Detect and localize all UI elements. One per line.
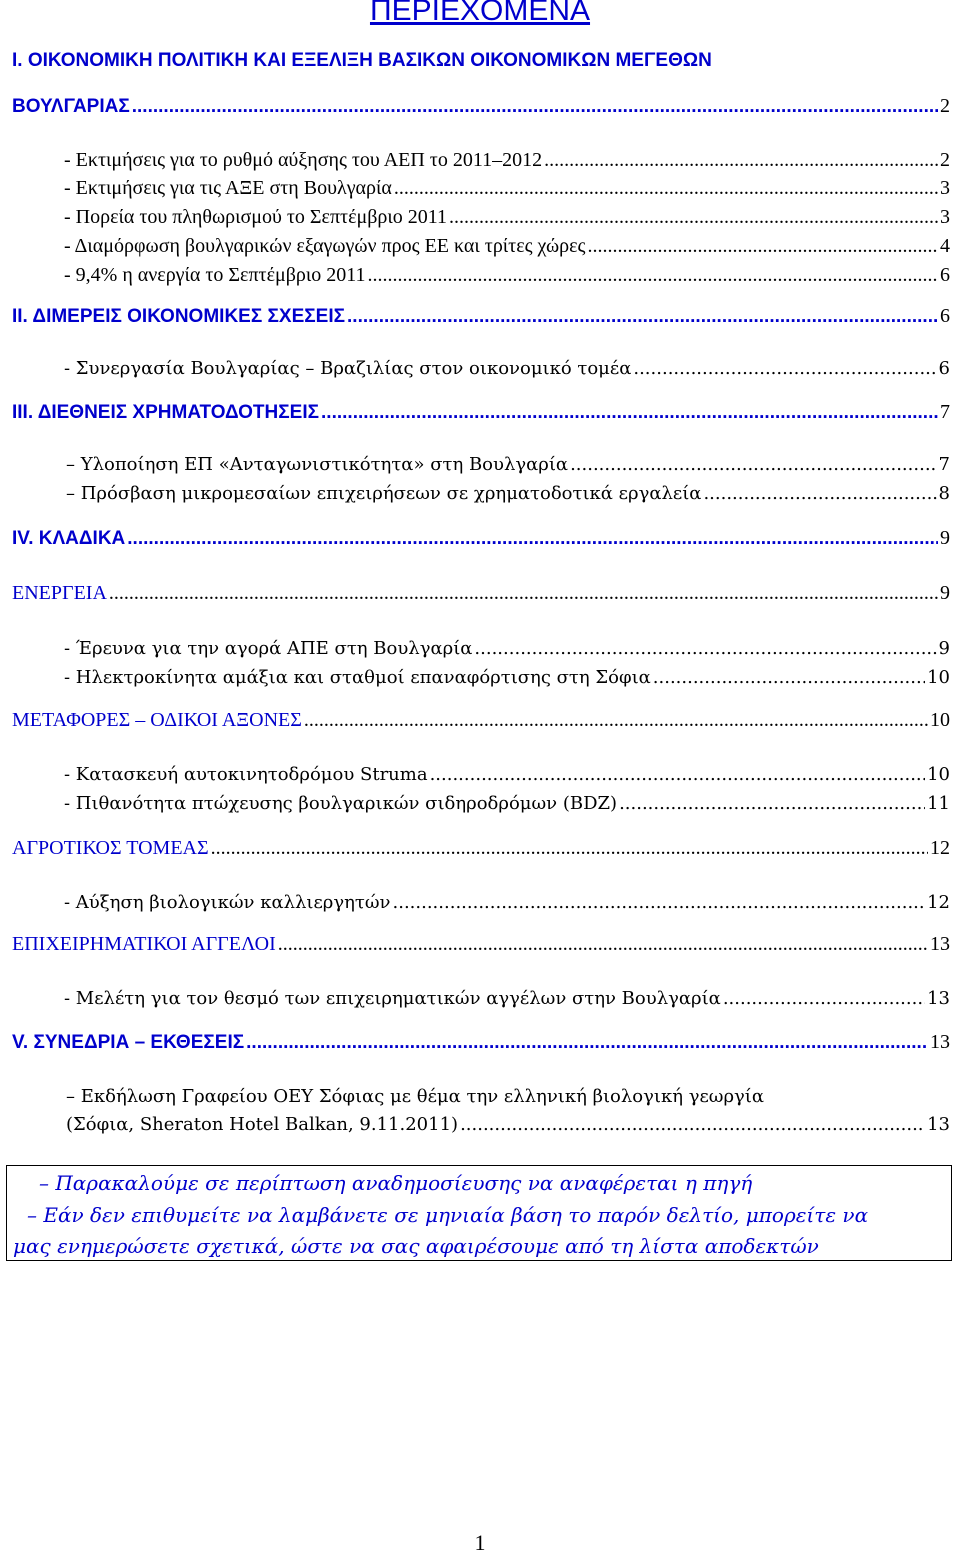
toc-entry[interactable] xyxy=(64,360,950,378)
leader-dots xyxy=(211,838,928,858)
toc-entry-page: 9 xyxy=(940,527,950,549)
toc-entry[interactable] xyxy=(66,456,950,474)
toc-entry-label: - Εκτιμήσεις για το ρυθμό αύξησης του ΑΕΠ το 2011–2012 xyxy=(64,149,543,171)
toc-entry-page: 2 xyxy=(940,149,950,171)
toc-entry-label: - 9,4% η ανεργία το Σεπτέμβριο 2011 xyxy=(64,264,366,286)
toc-entry-page: 4 xyxy=(940,235,950,257)
toc-entry-label: ΑΓΡΟΤΙΚΟΣ ΤΟΜΕΑΣ xyxy=(12,837,209,859)
toc-entry-section-2[interactable] xyxy=(12,306,950,326)
leader-dots xyxy=(278,934,928,954)
leader-dots xyxy=(127,529,938,548)
toc-entry-label: - Εκτιμήσεις για τις ΑΞΕ στη Βουλγαρία xyxy=(64,177,392,199)
toc-entry-label: - Μελέτη για τον θεσμό των επιχειρηματικών αγγέλων στην Βουλγαρία xyxy=(64,988,721,1009)
toc-entry[interactable] xyxy=(64,990,950,1008)
toc-entry-label: - Διαμόρφωση βουλγαρικών εξαγωγών προς ΕΕ και τρίτες χώρες xyxy=(64,235,586,257)
leader-dots xyxy=(633,360,936,378)
toc-entry-page: 8 xyxy=(938,483,950,504)
toc-entry-label: ΕΠΙΧΕΙΡΗΜΑΤΙΚΟΙ ΑΓΓΕΛΟΙ xyxy=(12,933,276,955)
toc-entry-page: 11 xyxy=(927,793,950,814)
toc-entry[interactable] xyxy=(66,485,950,503)
leader-dots xyxy=(109,583,938,603)
leader-dots xyxy=(474,640,936,658)
toc-entry-label: IV. ΚΛΑΔΙΚΑ xyxy=(12,528,126,549)
toc-entry-page: 6 xyxy=(940,264,950,286)
leader-dots xyxy=(393,894,926,912)
toc-entry-label: - Πιθανότητα πτώχευσης βουλγαρικών σιδηροδρόμων (BDZ) xyxy=(64,793,618,814)
leader-dots xyxy=(430,766,926,784)
toc-entry-label: ΙΙΙ. ΔΙΕΘΝΕΙΣ ΧΡΗΜΑΤΟΔΟΤΗΣΕΙΣ xyxy=(12,402,320,423)
toc-entry[interactable] xyxy=(64,766,950,784)
leader-dots xyxy=(460,1116,925,1134)
leader-dots xyxy=(703,485,936,503)
leader-dots xyxy=(544,150,938,170)
toc-entry-label: (Σόφια, Sheraton Hotel Balkan, 9.11.2011) xyxy=(66,1114,459,1135)
notice-line-3: μας ενημερώσετε σχετικά, ώστε να σας αφαιρέσουμε από τη λίστα αποδεκτών xyxy=(13,1234,819,1258)
leader-dots xyxy=(653,669,925,687)
toc-entry-label: V. ΣΥΝΕΔΡΙΑ – ΕΚΘΕΣΕΙΣ xyxy=(12,1032,245,1053)
toc-entry-page: 10 xyxy=(930,709,950,731)
toc-entry-label: - Αύξηση βιολογικών καλλιεργητών xyxy=(64,892,391,913)
toc-entry-page: 7 xyxy=(938,454,950,475)
toc-entry-label: ΙΙ. ΔΙΜΕΡΕΙΣ ΟΙΚΟΝΟΜΙΚΕΣ ΣΧΕΣΕΙΣ xyxy=(12,306,346,327)
toc-entry-label: ΜΕΤΑΦΟΡΕΣ – ΟΔΙΚΟΙ ΑΞΟΝΕΣ xyxy=(12,709,302,731)
leader-dots xyxy=(394,178,938,198)
toc-entry-page: 3 xyxy=(940,206,950,228)
leader-dots xyxy=(347,307,938,326)
toc-entry-agriculture[interactable] xyxy=(12,838,950,858)
toc-entry-page: 12 xyxy=(930,837,950,859)
notice-line-1: – Παρακαλούμε σε περίπτωση αναδημοσίευσης να αναφέρεται η πηγή xyxy=(39,1171,753,1195)
toc-entry-label: - Έρευνα για την αγορά ΑΠΕ στη Βουλγαρία xyxy=(64,638,473,659)
toc-entry-page: 10 xyxy=(927,764,950,785)
leader-dots xyxy=(723,990,925,1008)
toc-entry-page: 2 xyxy=(940,95,950,117)
toc-entry-label: - Πορεία του πληθωρισμού το Σεπτέμβριο 2011 xyxy=(64,206,447,228)
leader-dots xyxy=(321,403,938,422)
leader-dots xyxy=(619,795,925,813)
leader-dots xyxy=(570,456,936,474)
toc-entry-label: - Ηλεκτροκίνητα αμάξια και σταθμοί επαναφόρτισης στη Σόφια xyxy=(64,667,651,688)
notice-box xyxy=(6,1165,952,1261)
toc-entry-section-4[interactable] xyxy=(12,528,950,548)
leader-dots xyxy=(368,265,938,285)
toc-entry-page: 13 xyxy=(927,1114,950,1135)
toc-entry-label: - Συνεργασία Βουλγαρίας – Βραζιλίας στον οικονομικό τομέα xyxy=(64,358,632,379)
toc-entry[interactable] xyxy=(64,640,950,658)
toc-entry-page: 9 xyxy=(938,638,950,659)
toc-entry-page: 13 xyxy=(927,988,950,1009)
notice-line-2: – Εάν δεν επιθυμείτε να λαμβάνετε σε μηνιαία βάση το παρόν δελτίο, μπορείτε να xyxy=(27,1203,869,1227)
toc-entry-section-5[interactable] xyxy=(12,1032,950,1052)
toc-entry-page: 7 xyxy=(940,401,950,423)
toc-entry-label: - Κατασκευή αυτοκινητοδρόμου Struma xyxy=(64,764,428,785)
toc-entry-transport[interactable] xyxy=(12,710,950,730)
leader-dots xyxy=(449,207,938,227)
toc-entry-page: 3 xyxy=(940,177,950,199)
toc-entry[interactable] xyxy=(64,207,950,227)
page-title: ΠΕΡΙΕΧΟΜΕΝΑ xyxy=(369,0,591,27)
toc-entry-page: 9 xyxy=(940,582,950,604)
toc-entry[interactable] xyxy=(64,669,950,687)
toc-entry-page: 13 xyxy=(930,1031,950,1053)
toc-entry-line[interactable]: – Εκδήλωση Γραφείου ΟΕΥ Σόφιας με θέμα την ελληνική βιολογική γεωργία xyxy=(66,1086,765,1107)
toc-entry-label: – Υλοποίηση ΕΠ «Ανταγωνιστικότητα» στη Βουλγαρία xyxy=(66,454,569,475)
toc-entry-label: ΒΟΥΛΓΑΡΙΑΣ xyxy=(12,96,130,117)
toc-entry-energy[interactable] xyxy=(12,583,950,603)
toc-entry[interactable] xyxy=(64,265,950,285)
leader-dots xyxy=(587,236,938,256)
toc-entry-page: 12 xyxy=(927,892,950,913)
toc-entry-section-3[interactable] xyxy=(12,402,950,422)
toc-entry[interactable] xyxy=(64,178,950,198)
leader-dots xyxy=(304,710,928,730)
toc-entry[interactable] xyxy=(66,1116,950,1134)
toc-entry[interactable] xyxy=(64,150,950,170)
leader-dots xyxy=(246,1033,928,1052)
toc-entry-section-1[interactable] xyxy=(12,96,950,116)
leader-dots xyxy=(132,97,938,116)
toc-entry-page: 6 xyxy=(938,358,950,379)
toc-entry-business-angels[interactable] xyxy=(12,934,950,954)
toc-entry[interactable] xyxy=(64,236,950,256)
toc-entry-page: 10 xyxy=(927,667,950,688)
toc-section-1-heading[interactable]: Ι. ΟΙΚΟΝΟΜΙΚΗ ΠΟΛΙΤΙΚΗ ΚΑΙ ΕΞΕΛΙΞΗ ΒΑΣΙΚΩΝ ΟΙΚΟΝΟΜΙΚΩΝ ΜΕΓΕΘΩΝ xyxy=(12,50,712,71)
toc-entry[interactable] xyxy=(64,795,950,813)
toc-entry[interactable] xyxy=(64,894,950,912)
toc-entry-label: – Πρόσβαση μικρομεσαίων επιχειρήσεων σε χρηματοδοτικά εργαλεία xyxy=(66,483,702,504)
toc-entry-label: ΕΝΕΡΓΕΙΑ xyxy=(12,582,107,604)
toc-entry-page: 13 xyxy=(930,933,950,955)
toc-entry-page: 6 xyxy=(940,305,950,327)
page-number: 1 xyxy=(474,1530,486,1555)
